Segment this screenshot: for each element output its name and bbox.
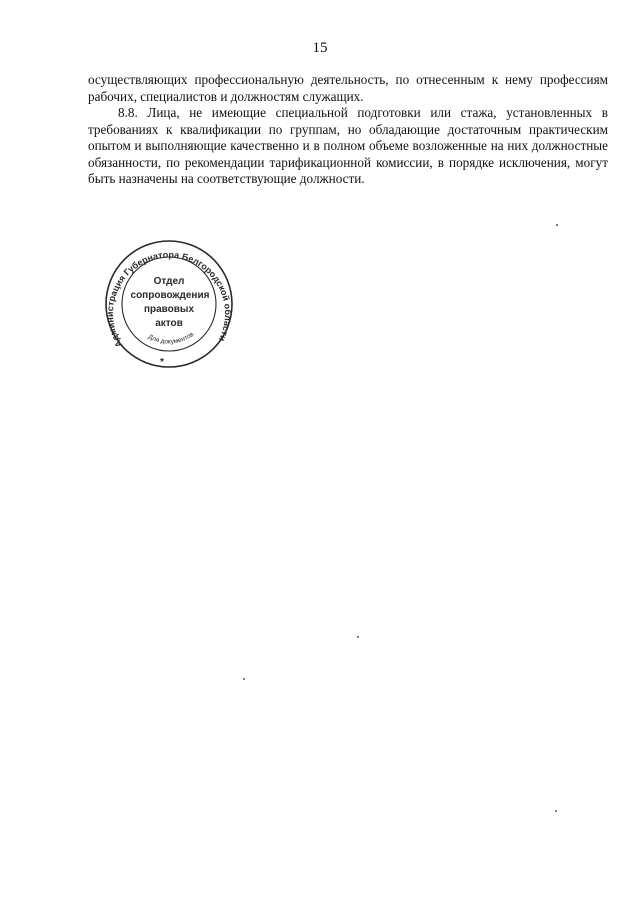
seal-center-line-3: правовых xyxy=(143,304,195,315)
page-number: 15 xyxy=(312,40,328,56)
document-body xyxy=(88,72,608,188)
seal-graphic xyxy=(104,239,234,369)
paragraph-continuation: осуществляющих профессиональную деятельность, по отнесенным к нему профессиям рабочих, специалистов и должностям служащих. xyxy=(88,72,608,104)
seal-center-line-1: Отдел xyxy=(153,276,185,287)
seal-star-icon: * xyxy=(160,357,164,368)
seal-outer-text: Администрация Губернатора Белгородской области xyxy=(104,249,234,350)
scan-speck xyxy=(243,678,245,680)
seal-bottom-text: Для документов xyxy=(146,331,196,346)
scan-speck xyxy=(357,636,359,638)
official-seal xyxy=(104,239,234,369)
paragraph-8-8: 8.8. Лица, не имеющие специальной подготовки или стажа, установленных в требованиях к квалификации по группам, но обладающие достаточным практическим опытом и выполняющие качественно и в полном объеме возложенные на них должностные обязанности, по рекомендации тарификационной комиссии, в порядке исключения, могут быть назначены на соответствующие должности. xyxy=(88,105,608,186)
seal-center-line-4: актов xyxy=(155,318,183,329)
scan-speck xyxy=(555,810,557,812)
seal-center-line-2: сопровождения xyxy=(130,290,210,301)
scan-speck xyxy=(556,224,558,226)
